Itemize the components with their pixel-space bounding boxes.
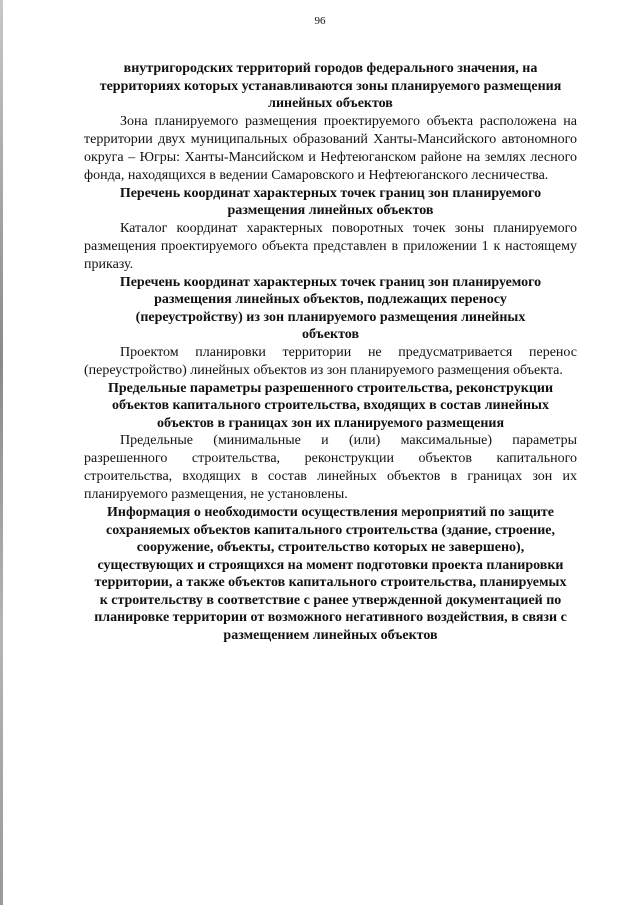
section-paragraph-4: Предельные (минимальные и (или) максимальные) параметры разрешенного строительства, реконструкции объектов капитального строительства, входящих в состав линейных объектов в границах зон их планируемого размещения, не установлены.: [84, 433, 577, 502]
document-body: [84, 60, 577, 644]
page-number: 96: [314, 15, 326, 27]
section-paragraph-1: Зона планируемого размещения проектируемого объекта расположена на территории двух муниципальных образований Ханты-Мансийского автономного округа – Югры: Ханты-Мансийском и Нефтеюганском районе на землях лесного фонда, находящихся в ведении Самаровского и Нефтеюганского лесничества.: [84, 113, 577, 183]
scan-edge: [0, 0, 3, 905]
section-paragraph-3: Проектом планировки территории не предусматривается перенос (переустройство) линейных объектов из зон планируемого размещения объекта.: [84, 344, 577, 378]
section-heading-2: Перечень координат характерных точек границ зон планируемого размещения линейных объектов: [119, 185, 542, 218]
section-heading-1: внутригородских территорий городов федерального значения, на территориях которых устанавливаются зоны планируемого размещения линейных объектов: [99, 61, 562, 111]
section-heading-5: Информация о необходимости осуществления мероприятий по защите сохраняемых объектов капитального строительства (здание, строение, сооружение, объекты, строительство которых не завершено), существующих и строящихся на момент подготовки проекта планировки территории, а также объектов капитального строительства, планируемых к строительству в соответствие с ранее утвержденной документацией по планировке территории от возможного негативного воздействия, в связи с размещением линейных объектов: [94, 505, 567, 643]
section-heading-4: Предельные параметры разрешенного строительства, реконструкции объектов капитального строительства, входящих в состав линейных объектов в границах зон их планируемого размещения: [107, 380, 554, 431]
section-heading-3: Перечень координат характерных точек границ зон планируемого размещения линейных объектов, подлежащих переносу (переустройству) из зон планируемого размещения линейных объектов: [119, 274, 542, 342]
section-paragraph-2: Каталог координат характерных поворотных точек зоны планируемого размещения проектируемого объекта представлен в приложении 1 к настоящему приказу.: [84, 220, 577, 272]
